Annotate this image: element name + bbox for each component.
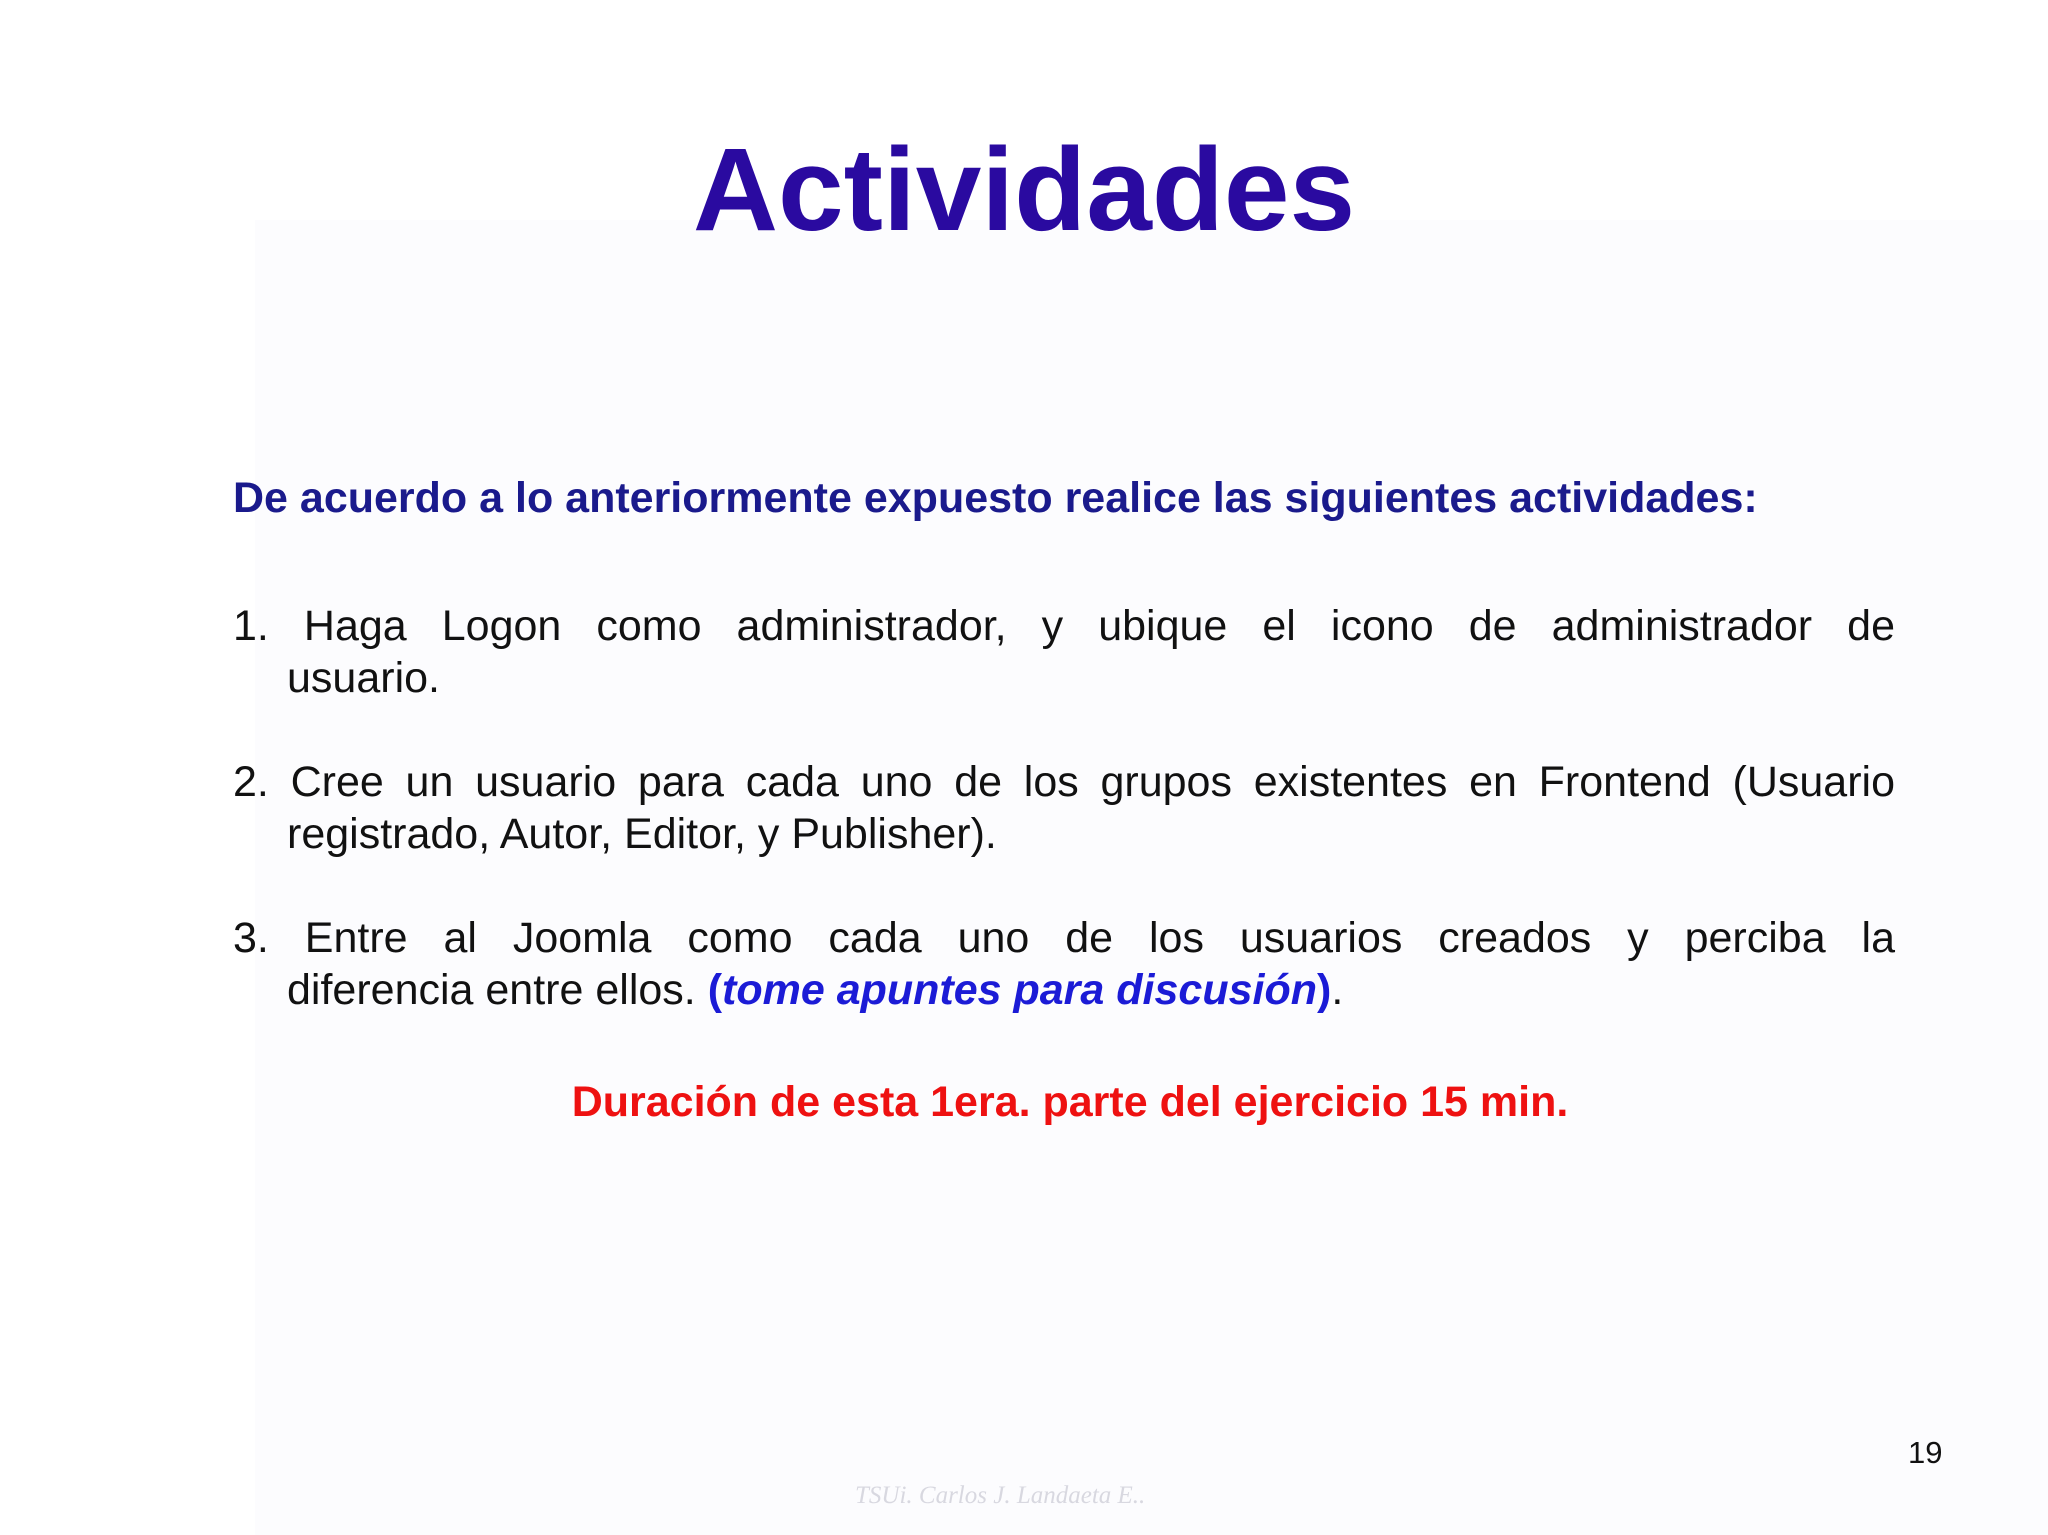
footer-author: TSUi. Carlos J. Landaeta E.. — [855, 1482, 1146, 1509]
activity-item-2-line1: 2. Cree un usuario para cada uno de los grupos existentes en Frontend (Usuario — [233, 758, 1895, 806]
intro-text: De acuerdo a lo anteriormente expuesto realice las siguientes actividades: — [233, 474, 1758, 522]
activity-item-1-line2: usuario. — [287, 654, 440, 702]
note-open-paren: ( — [707, 966, 723, 1014]
duration-note: Duración de esta 1era. parte del ejercicio 15 min. — [571, 1078, 1569, 1126]
note-highlight — [708, 966, 1332, 1014]
slide-title: Actividades — [692, 124, 1356, 256]
activity-item-3 — [233, 912, 1895, 1016]
note-text: tome apuntes para discusión — [722, 966, 1317, 1014]
page-number: 19 — [1908, 1435, 1943, 1470]
activity-list — [233, 600, 1895, 1068]
activity-item-1 — [233, 600, 1895, 704]
activity-item-3-line1: 3. Entre al Joomla como cada uno de los usuarios creados y perciba la — [233, 914, 1895, 962]
activity-item-3-line2 — [287, 964, 1895, 1016]
activity-item-2 — [233, 756, 1895, 860]
activity-item-1-line1: 1. Haga Logon como administrador, y ubique el icono de administrador de — [233, 602, 1895, 650]
note-close-paren: ) — [1316, 966, 1332, 1014]
activity-item-2-line2: registrado, Autor, Editor, y Publisher). — [287, 810, 997, 858]
activity-item-3-line2-text: diferencia entre ellos. — [287, 966, 708, 1014]
activity-item-3-period: . — [1331, 966, 1344, 1014]
